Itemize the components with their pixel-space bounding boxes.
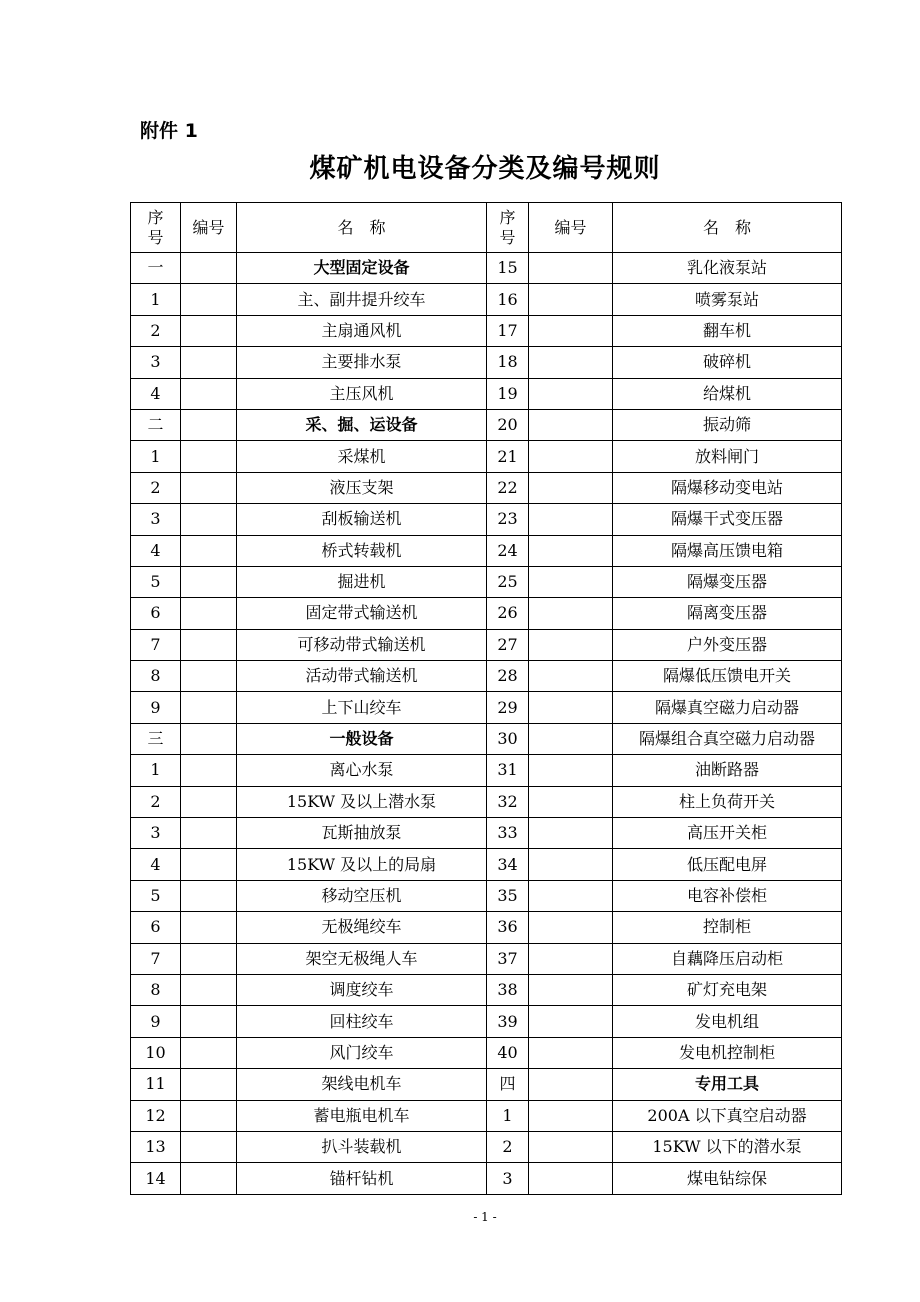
right-code-cell <box>529 1163 613 1194</box>
header-seq-right <box>487 203 529 253</box>
left-code-cell <box>181 912 237 943</box>
left-seq-cell: 3 <box>131 504 181 535</box>
right-name-cell: 自藕降压启动柜 <box>613 943 842 974</box>
left-code-cell <box>181 818 237 849</box>
left-seq-cell: 1 <box>131 284 181 315</box>
left-seq-cell: 4 <box>131 535 181 566</box>
right-seq-cell: 28 <box>487 661 529 692</box>
left-code-cell <box>181 629 237 660</box>
left-seq-cell: 7 <box>131 943 181 974</box>
table-row <box>131 504 842 535</box>
right-name-cell: 200A 以下真空启动器 <box>613 1100 842 1131</box>
table-row <box>131 1100 842 1131</box>
right-name-cell: 振动筛 <box>613 409 842 440</box>
left-seq-cell: 6 <box>131 912 181 943</box>
right-name-cell: 给煤机 <box>613 378 842 409</box>
right-seq-cell: 17 <box>487 315 529 346</box>
left-name-cell: 架空无极绳人车 <box>237 943 487 974</box>
right-seq-cell: 38 <box>487 974 529 1005</box>
left-code-cell <box>181 535 237 566</box>
left-name-cell: 无极绳绞车 <box>237 912 487 943</box>
right-name-cell: 电容补偿柜 <box>613 880 842 911</box>
attachment-label: 附件 1 <box>140 120 198 142</box>
table-row <box>131 943 842 974</box>
table-row <box>131 598 842 629</box>
header-seq-top: 序 <box>499 207 516 227</box>
left-seq-cell: 8 <box>131 974 181 1005</box>
left-seq-cell: 1 <box>131 441 181 472</box>
left-name-cell: 采煤机 <box>237 441 487 472</box>
table-row <box>131 912 842 943</box>
left-seq-cell: 4 <box>131 849 181 880</box>
left-code-cell <box>181 1100 237 1131</box>
right-seq-cell: 40 <box>487 1037 529 1068</box>
left-seq-cell: 2 <box>131 315 181 346</box>
right-code-cell <box>529 441 613 472</box>
right-seq-cell: 32 <box>487 786 529 817</box>
header-code-right: 编号 <box>529 203 613 253</box>
table-row <box>131 472 842 503</box>
right-code-cell <box>529 880 613 911</box>
left-name-cell: 液压支架 <box>237 472 487 503</box>
header-seq-top: 序 <box>147 207 164 227</box>
right-name-cell: 发电机组 <box>613 1006 842 1037</box>
table-row <box>131 1006 842 1037</box>
left-seq-cell: 11 <box>131 1069 181 1100</box>
right-code-cell <box>529 692 613 723</box>
header-seq-bottom: 号 <box>147 227 164 247</box>
right-code-cell <box>529 943 613 974</box>
left-seq-cell: 14 <box>131 1163 181 1194</box>
right-code-cell <box>529 1006 613 1037</box>
left-seq-cell: 9 <box>131 1006 181 1037</box>
left-name-cell: 掘进机 <box>237 566 487 597</box>
equipment-table <box>130 202 842 1195</box>
left-seq-cell: 2 <box>131 786 181 817</box>
left-seq-cell: 3 <box>131 347 181 378</box>
right-seq-cell: 23 <box>487 504 529 535</box>
table-row <box>131 566 842 597</box>
document-title: 煤矿机电设备分类及编号规则 <box>309 154 661 184</box>
right-name-cell: 隔爆变压器 <box>613 566 842 597</box>
left-name-cell: 一般设备 <box>237 723 487 754</box>
right-code-cell <box>529 786 613 817</box>
right-code-cell <box>529 347 613 378</box>
right-code-cell <box>529 409 613 440</box>
left-seq-cell: 一 <box>131 253 181 284</box>
right-seq-cell: 26 <box>487 598 529 629</box>
left-name-cell: 风门绞车 <box>237 1037 487 1068</box>
right-seq-cell: 25 <box>487 566 529 597</box>
left-name-cell: 调度绞车 <box>237 974 487 1005</box>
left-seq-cell: 10 <box>131 1037 181 1068</box>
left-name-cell: 扒斗装载机 <box>237 1131 487 1162</box>
right-code-cell <box>529 1100 613 1131</box>
left-code-cell <box>181 692 237 723</box>
right-seq-cell: 21 <box>487 441 529 472</box>
right-seq-cell: 24 <box>487 535 529 566</box>
left-name-cell: 回柱绞车 <box>237 1006 487 1037</box>
left-name-cell: 蓄电瓶电机车 <box>237 1100 487 1131</box>
header-seq-bottom: 号 <box>499 227 516 247</box>
right-seq-cell: 39 <box>487 1006 529 1037</box>
right-seq-cell: 35 <box>487 880 529 911</box>
right-seq-cell: 四 <box>487 1069 529 1100</box>
left-name-cell: 15KW 及以上潜水泵 <box>237 786 487 817</box>
right-code-cell <box>529 661 613 692</box>
left-code-cell <box>181 253 237 284</box>
left-name-cell: 移动空压机 <box>237 880 487 911</box>
right-name-cell: 隔爆干式变压器 <box>613 504 842 535</box>
right-seq-cell: 15 <box>487 253 529 284</box>
table-row <box>131 755 842 786</box>
left-seq-cell: 9 <box>131 692 181 723</box>
right-name-cell: 乳化液泵站 <box>613 253 842 284</box>
table-row <box>131 974 842 1005</box>
right-seq-cell: 20 <box>487 409 529 440</box>
left-code-cell <box>181 1006 237 1037</box>
left-seq-cell: 4 <box>131 378 181 409</box>
right-code-cell <box>529 598 613 629</box>
left-code-cell <box>181 284 237 315</box>
table-row <box>131 661 842 692</box>
right-seq-cell: 22 <box>487 472 529 503</box>
right-name-cell: 隔爆低压馈电开关 <box>613 661 842 692</box>
right-name-cell: 隔离变压器 <box>613 598 842 629</box>
table-row <box>131 378 842 409</box>
left-seq-cell: 2 <box>131 472 181 503</box>
page-number: - 1 - <box>473 1210 497 1224</box>
left-name-cell: 离心水泵 <box>237 755 487 786</box>
table-row <box>131 409 842 440</box>
right-name-cell: 喷雾泵站 <box>613 284 842 315</box>
left-name-cell: 主压风机 <box>237 378 487 409</box>
right-code-cell <box>529 818 613 849</box>
table-row <box>131 849 842 880</box>
right-code-cell <box>529 723 613 754</box>
right-name-cell: 煤电钻综保 <box>613 1163 842 1194</box>
left-seq-cell: 三 <box>131 723 181 754</box>
right-name-cell: 户外变压器 <box>613 629 842 660</box>
right-code-cell <box>529 912 613 943</box>
right-seq-cell: 34 <box>487 849 529 880</box>
table-row <box>131 723 842 754</box>
left-code-cell <box>181 1037 237 1068</box>
right-name-cell: 柱上负荷开关 <box>613 786 842 817</box>
left-name-cell: 主、副井提升绞车 <box>237 284 487 315</box>
left-name-cell: 架线电机车 <box>237 1069 487 1100</box>
left-name-cell: 可移动带式输送机 <box>237 629 487 660</box>
table-row <box>131 1163 842 1194</box>
table-row <box>131 629 842 660</box>
right-seq-cell: 29 <box>487 692 529 723</box>
table-header-row <box>131 203 842 253</box>
table-row <box>131 1037 842 1068</box>
left-seq-cell: 13 <box>131 1131 181 1162</box>
table-row <box>131 284 842 315</box>
table-row <box>131 786 842 817</box>
table-row <box>131 818 842 849</box>
right-code-cell <box>529 849 613 880</box>
header-name-left: 名 称 <box>237 203 487 253</box>
right-name-cell: 控制柜 <box>613 912 842 943</box>
right-code-cell <box>529 566 613 597</box>
left-seq-cell: 7 <box>131 629 181 660</box>
right-name-cell: 矿灯充电架 <box>613 974 842 1005</box>
left-code-cell <box>181 1069 237 1100</box>
left-code-cell <box>181 786 237 817</box>
left-name-cell: 固定带式输送机 <box>237 598 487 629</box>
right-seq-cell: 16 <box>487 284 529 315</box>
right-code-cell <box>529 378 613 409</box>
right-seq-cell: 33 <box>487 818 529 849</box>
left-seq-cell: 3 <box>131 818 181 849</box>
left-name-cell: 主要排水泵 <box>237 347 487 378</box>
left-code-cell <box>181 974 237 1005</box>
left-code-cell <box>181 880 237 911</box>
right-seq-cell: 3 <box>487 1163 529 1194</box>
right-name-cell: 翻车机 <box>613 315 842 346</box>
right-code-cell <box>529 535 613 566</box>
left-code-cell <box>181 504 237 535</box>
left-code-cell <box>181 1131 237 1162</box>
left-code-cell <box>181 849 237 880</box>
left-name-cell: 刮板输送机 <box>237 504 487 535</box>
right-name-cell: 隔爆高压馈电箱 <box>613 535 842 566</box>
right-code-cell <box>529 755 613 786</box>
right-seq-cell: 37 <box>487 943 529 974</box>
left-code-cell <box>181 598 237 629</box>
right-seq-cell: 31 <box>487 755 529 786</box>
left-seq-cell: 1 <box>131 755 181 786</box>
left-code-cell <box>181 755 237 786</box>
right-name-cell: 发电机控制柜 <box>613 1037 842 1068</box>
right-code-cell <box>529 1131 613 1162</box>
right-name-cell: 高压开关柜 <box>613 818 842 849</box>
right-seq-cell: 36 <box>487 912 529 943</box>
right-name-cell: 隔爆真空磁力启动器 <box>613 692 842 723</box>
right-name-cell: 放料闸门 <box>613 441 842 472</box>
right-seq-cell: 2 <box>487 1131 529 1162</box>
left-code-cell <box>181 723 237 754</box>
left-name-cell: 锚杆钻机 <box>237 1163 487 1194</box>
table-row <box>131 535 842 566</box>
table-row <box>131 1069 842 1100</box>
left-name-cell: 主扇通风机 <box>237 315 487 346</box>
right-code-cell <box>529 1069 613 1100</box>
right-seq-cell: 30 <box>487 723 529 754</box>
table-row <box>131 441 842 472</box>
left-name-cell: 活动带式输送机 <box>237 661 487 692</box>
right-name-cell: 破碎机 <box>613 347 842 378</box>
header-seq-left <box>131 203 181 253</box>
left-seq-cell: 5 <box>131 566 181 597</box>
left-name-cell: 大型固定设备 <box>237 253 487 284</box>
left-name-cell: 上下山绞车 <box>237 692 487 723</box>
left-seq-cell: 8 <box>131 661 181 692</box>
table-row <box>131 1131 842 1162</box>
right-name-cell: 低压配电屏 <box>613 849 842 880</box>
left-code-cell <box>181 315 237 346</box>
left-code-cell <box>181 378 237 409</box>
left-name-cell: 桥式转载机 <box>237 535 487 566</box>
right-name-cell: 油断路器 <box>613 755 842 786</box>
left-seq-cell: 二 <box>131 409 181 440</box>
left-code-cell <box>181 1163 237 1194</box>
right-name-cell: 隔爆移动变电站 <box>613 472 842 503</box>
right-seq-cell: 19 <box>487 378 529 409</box>
left-name-cell: 瓦斯抽放泵 <box>237 818 487 849</box>
table-row <box>131 692 842 723</box>
left-code-cell <box>181 347 237 378</box>
left-code-cell <box>181 472 237 503</box>
table-row <box>131 315 842 346</box>
left-code-cell <box>181 661 237 692</box>
right-seq-cell: 27 <box>487 629 529 660</box>
right-name-cell: 隔爆组合真空磁力启动器 <box>613 723 842 754</box>
right-seq-cell: 18 <box>487 347 529 378</box>
right-code-cell <box>529 629 613 660</box>
right-code-cell <box>529 315 613 346</box>
left-seq-cell: 12 <box>131 1100 181 1131</box>
table-row <box>131 253 842 284</box>
right-code-cell <box>529 472 613 503</box>
right-name-cell: 15KW 以下的潜水泵 <box>613 1131 842 1162</box>
header-code-left: 编号 <box>181 203 237 253</box>
left-code-cell <box>181 943 237 974</box>
left-code-cell <box>181 409 237 440</box>
left-code-cell <box>181 441 237 472</box>
header-name-right: 名 称 <box>613 203 842 253</box>
left-name-cell: 15KW 及以上的局扇 <box>237 849 487 880</box>
right-code-cell <box>529 974 613 1005</box>
left-seq-cell: 5 <box>131 880 181 911</box>
right-code-cell <box>529 1037 613 1068</box>
left-code-cell <box>181 566 237 597</box>
left-name-cell: 采、掘、运设备 <box>237 409 487 440</box>
right-code-cell <box>529 284 613 315</box>
right-code-cell <box>529 253 613 284</box>
right-name-cell: 专用工具 <box>613 1069 842 1100</box>
table-row <box>131 347 842 378</box>
right-seq-cell: 1 <box>487 1100 529 1131</box>
right-code-cell <box>529 504 613 535</box>
table-row <box>131 880 842 911</box>
left-seq-cell: 6 <box>131 598 181 629</box>
